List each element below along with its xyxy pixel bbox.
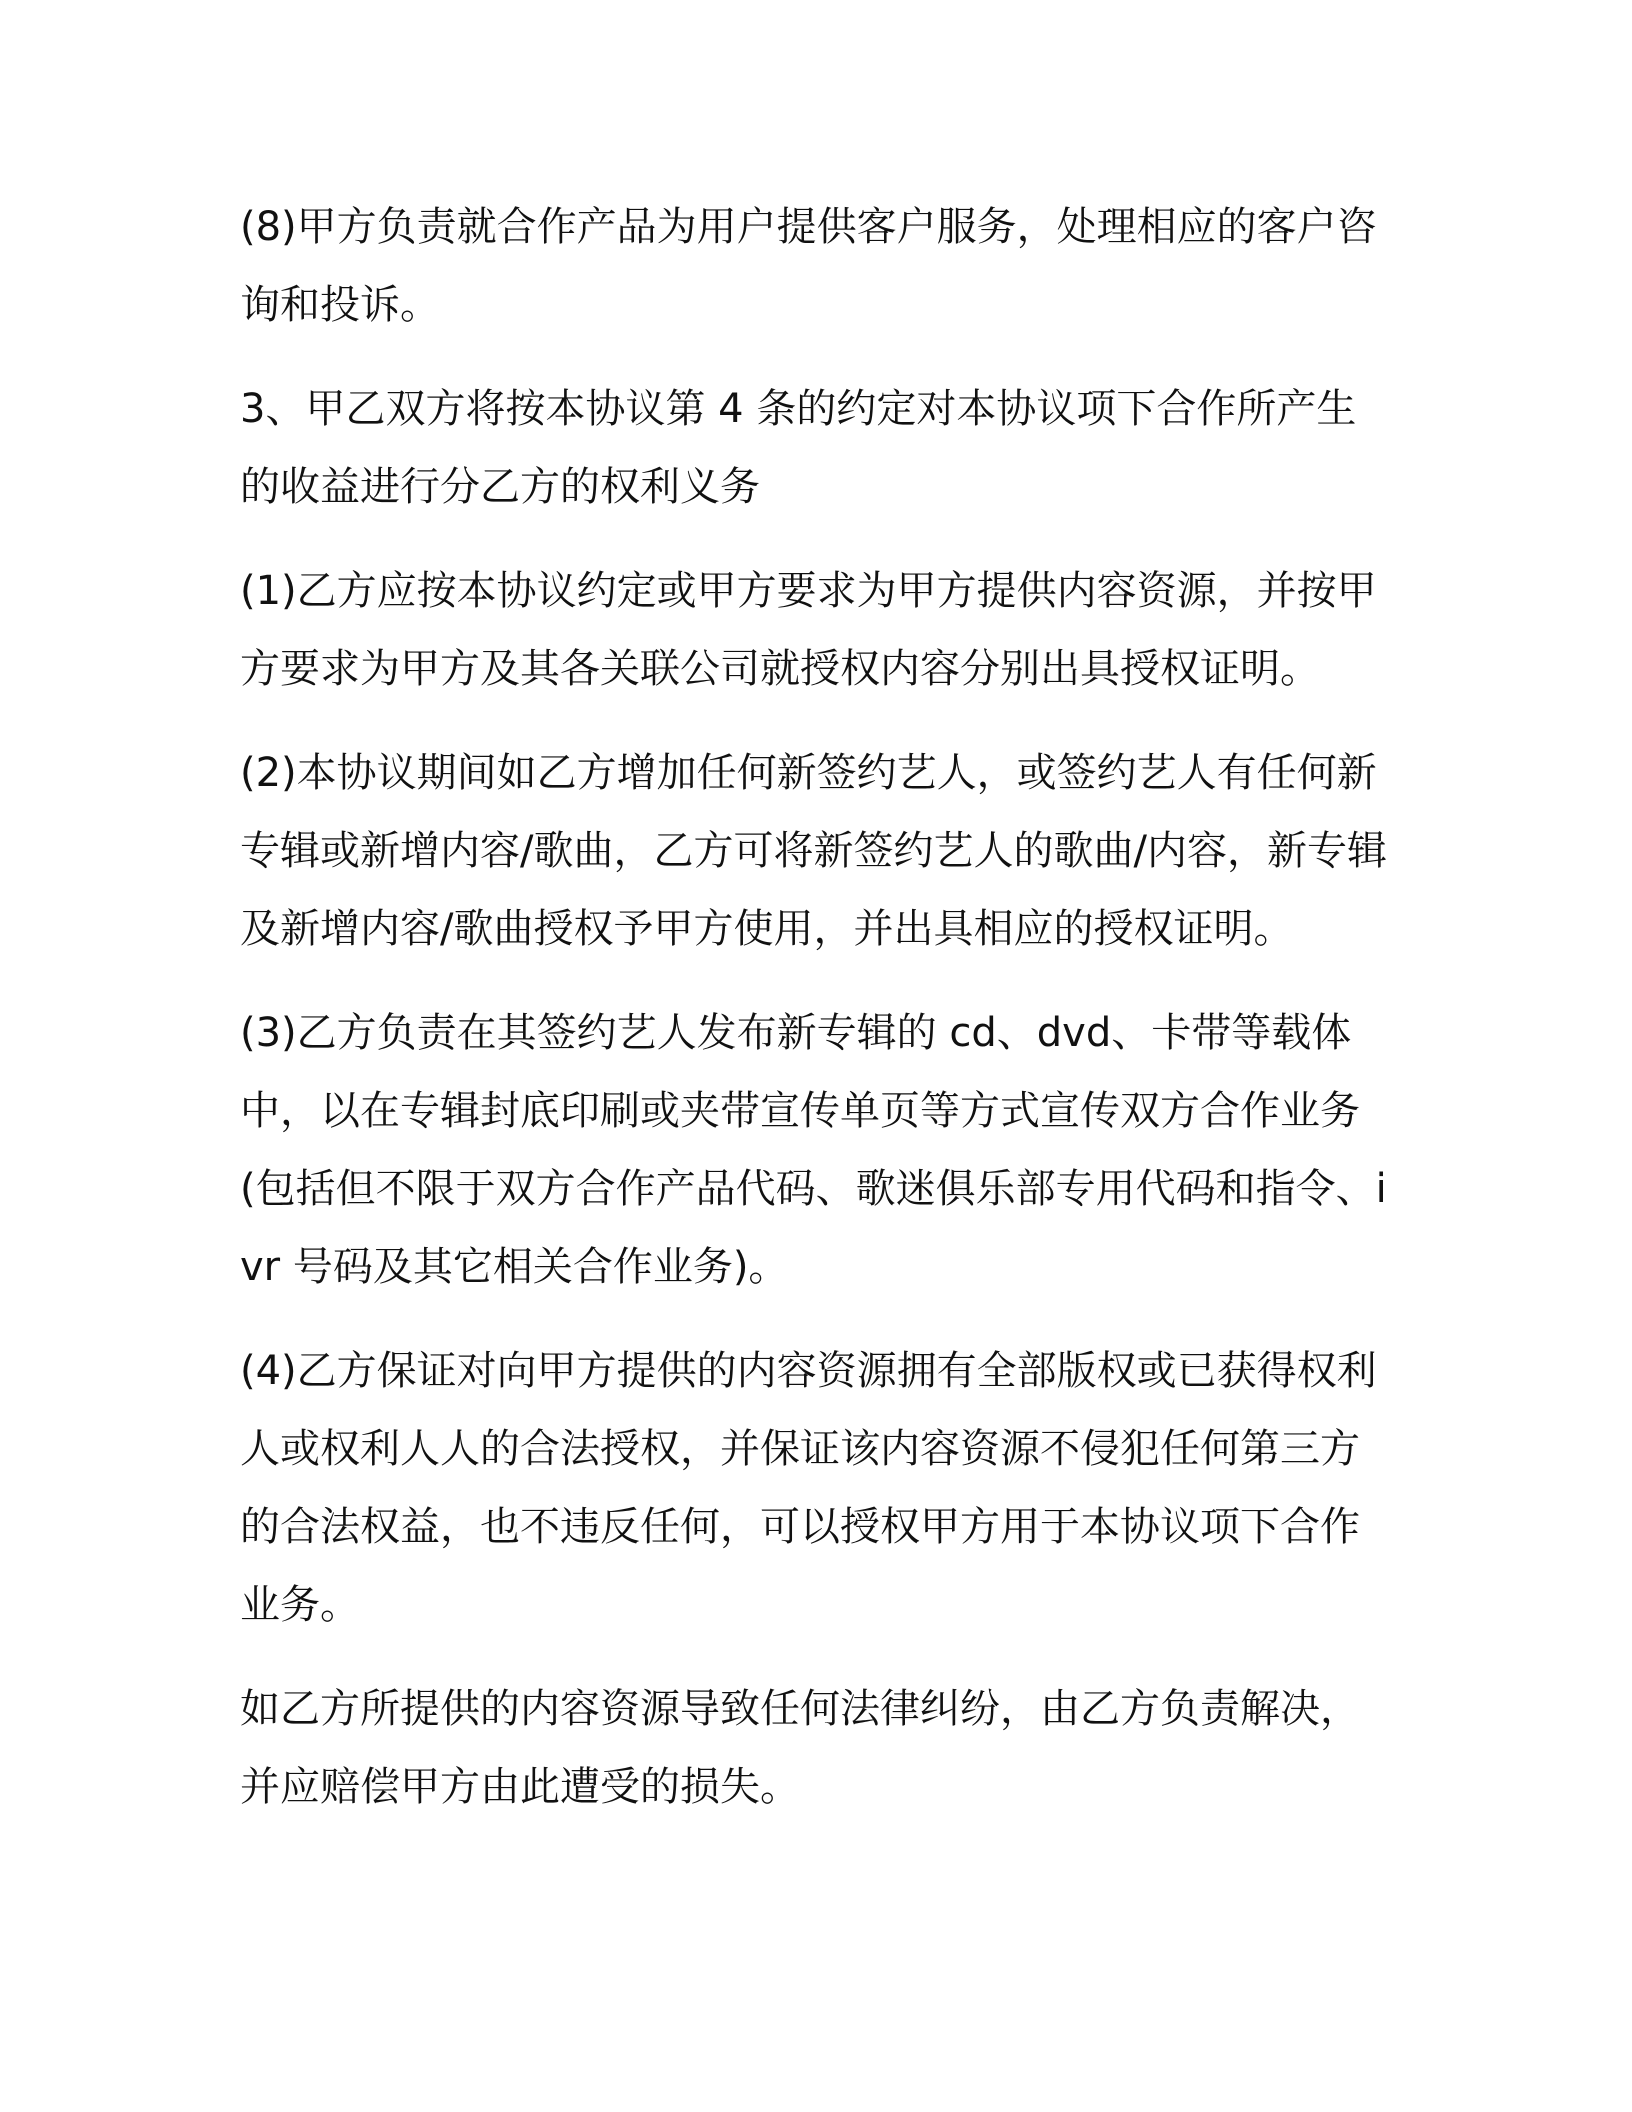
paragraph-item-4-copyright-guarantee: (4)乙方保证对向甲方提供的内容资源拥有全部版权或已获得权利人或权利人人的合法授权，并保证该内容资源不侵犯任何第三方的合法权益，也不违反任何，可以授权甲方用于本协议项下合作业务。 [240,1348,1377,1628]
paragraph-legal-disputes: 如乙方所提供的内容资源导致任何法律纠纷，由乙方负责解决，并应赔偿甲方由此遭受的损失。 [240,1686,1360,1810]
document-body [240,188,1390,1852]
paragraph-item-2-new-artists: (2)本协议期间如乙方增加任何新签约艺人，或签约艺人有任何新专辑或新增内容/歌曲，乙方可将新签约艺人的歌曲/内容，新专辑及新增内容/歌曲授权予甲方使用，并出具相应的授权证明。 [240,750,1387,952]
paragraph-item-8-customer-service: (8)甲方负责就合作产品为用户提供客户服务，处理相应的客户咨询和投诉。 [240,204,1377,328]
paragraph-item-3-promotion: (3)乙方负责在其签约艺人发布新专辑的 cd、dvd、卡带等载体中，以在专辑封底印刷或夹带宣传单页等方式宣传双方合作业务(包括但不限于双方合作产品代码、歌迷俱乐部专用代码和指令、ivr 号码及其它相关合作业务)。 [240,1010,1387,1290]
paragraph-item-1-content-resources: (1)乙方应按本协议约定或甲方要求为甲方提供内容资源，并按甲方要求为甲方及其各关联公司就授权内容分别出具授权证明。 [240,568,1377,692]
paragraph-section-3-revenue: 3、甲乙双方将按本协议第 4 条的约定对本协议项下合作所产生的收益进行分乙方的权利义务 [240,386,1357,510]
